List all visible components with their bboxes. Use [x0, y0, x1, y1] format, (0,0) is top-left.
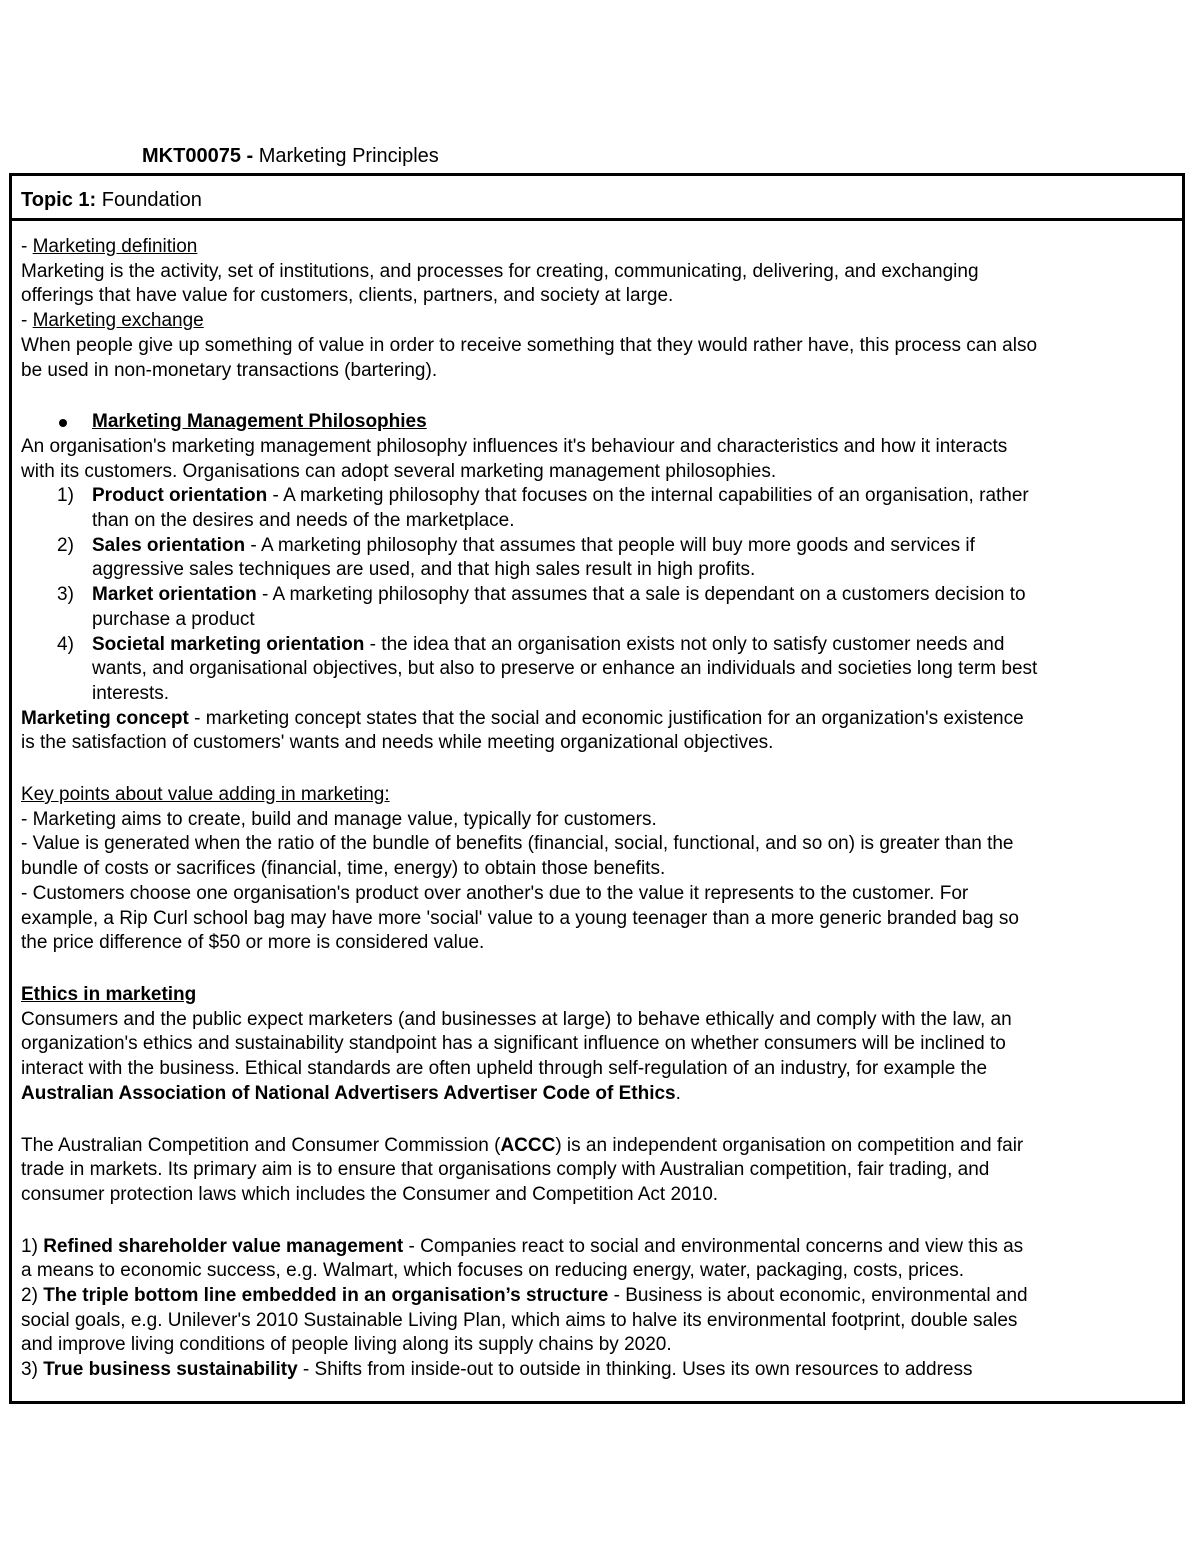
text-line: When people give up something of value in order to receive something that they would rather have, this process can also: [21, 334, 1038, 356]
topic-name: Foundation: [96, 189, 202, 211]
list-term: Market orientation: [92, 584, 257, 606]
text-line: offerings that have value for customers, clients, partners, and society at large.: [21, 285, 674, 307]
marketing-exchange-heading: - Marketing exchange: [21, 310, 204, 332]
text-line: wants, and organisational objectives, but also to preserve or enhance an individuals and societies long term best: [92, 658, 1038, 680]
notes-content: [21, 235, 1179, 1383]
notes-content-box: [9, 218, 1185, 1404]
text-line: aggressive sales techniques are used, and that high sales result in high profits.: [92, 559, 756, 581]
list-term: Product orientation: [92, 485, 268, 507]
text-line: example, a Rip Curl school bag may have more 'social' value to a young teenager than a more generic branded bag so: [21, 907, 1019, 929]
topic-heading: [21, 187, 202, 213]
text-line: purchase a product: [92, 608, 255, 630]
philosophies-heading: [21, 410, 1179, 435]
philosophies-list: [21, 484, 1179, 706]
list-term: True business sustainability: [43, 1359, 298, 1381]
paragraph-gap: [21, 756, 1179, 783]
list-number: 3): [57, 584, 74, 606]
document-title: [142, 143, 439, 169]
course-name: Marketing Principles: [253, 145, 439, 167]
text-line: - Marketing aims to create, build and manage value, typically for customers.: [21, 808, 657, 830]
text-line: interact with the business. Ethical standards are often upheld through self-regulation of an industry, for example the: [21, 1058, 988, 1080]
topic-header-box: [9, 173, 1185, 218]
accc-line: The Australian Competition and Consumer Commission (ACCC) is an independent organisation on competition and fair: [21, 1134, 1024, 1156]
sustainability-item: 3) True business sustainability - Shifts from inside-out to outside in thinking. Uses its own resources to address: [21, 1359, 973, 1381]
marketing-definition-heading: - Marketing definition: [21, 236, 198, 257]
ethics-code-line: Australian Association of National Advertisers Advertiser Code of Ethics.: [21, 1082, 681, 1104]
text-line: a means to economic success, e.g. Walmart, which focuses on reducing energy, water, packaging, costs, prices.: [21, 1260, 965, 1282]
ethics-heading: Ethics in marketing: [21, 983, 197, 1005]
marketing-concept: Marketing concept - marketing concept states that the social and economic justification for an organization's existence: [21, 707, 1024, 729]
topic-label: Topic 1:: [21, 189, 97, 211]
text-line: organization's ethics and sustainability standpoint has a significant influence on whether consumers will be inclined to: [21, 1033, 1006, 1055]
marketing-exchange-title: Marketing exchange: [32, 310, 204, 332]
text-line: with its customers. Organisations can adopt several marketing management philosophies.: [21, 460, 777, 482]
text-line: - Value is generated when the ratio of the bundle of benefits (financial, social, functional, and so on) is greater than the: [21, 833, 1014, 855]
paragraph-gap: [21, 956, 1179, 983]
marketing-definition-title: Marketing definition: [32, 236, 198, 257]
text-line: bundle of costs or sacrifices (financial, time, energy) to obtain those benefits.: [21, 858, 666, 880]
paragraph-gap: [21, 1107, 1179, 1134]
text-line: than on the desires and needs of the marketplace.: [92, 510, 515, 532]
list-item: 4) Societal marketing orientation - the idea that an organisation exists not only to satisfy customer needs and wants, and organisational objectives, but also to preserve or enhance an individuals and societies long term best interests.: [21, 633, 1179, 707]
philosophies-title: Marketing Management Philosophies: [92, 411, 427, 433]
text-line: Consumers and the public expect marketers (and businesses at large) to behave ethically and comply with the law, an: [21, 1008, 1012, 1030]
paragraph-gap: [21, 1208, 1179, 1235]
accc-acronym: ACCC: [500, 1134, 556, 1156]
ethics-code-name: Australian Association of National Advertisers Advertiser Code of Ethics: [21, 1082, 676, 1104]
list-term: Refined shareholder value management: [43, 1235, 404, 1257]
list-number: 1): [57, 485, 74, 507]
list-item: 2) Sales orientation - A marketing philosophy that assumes that people will buy more goods and services if aggressive sales techniques are used, and that high sales result in high profits.: [21, 534, 1179, 583]
list-item: 1) Product orientation - A marketing philosophy that focuses on the internal capabilities of an organisation, rather than on the desires and needs of the marketplace.: [21, 484, 1179, 533]
text-line: interests.: [92, 682, 170, 704]
text-line: social goals, e.g. Unilever's 2010 Sustainable Living Plan, which aims to halve its environmental footprint, double sales: [21, 1309, 1018, 1331]
list-term: Sales orientation: [92, 534, 246, 556]
list-item: 3) Market orientation - A marketing philosophy that assumes that a sale is dependant on a customers decision to purchase a product: [21, 583, 1179, 632]
text-line: trade in markets. Its primary aim is to ensure that organisations comply with Australian competition, fair trading, and: [21, 1159, 990, 1181]
text-line: An organisation's marketing management philosophy influences it's behaviour and characteristics and how it interacts: [21, 435, 1008, 457]
list-number: 4): [57, 633, 74, 655]
text-line: the price difference of $50 or more is considered value.: [21, 932, 485, 954]
sustainability-item: 2) The triple bottom line embedded in an organisation’s structure - Business is about economic, environmental and: [21, 1285, 1028, 1307]
text-line: be used in non-monetary transactions (bartering).: [21, 359, 438, 381]
paragraph-gap: [21, 383, 1179, 410]
course-code: MKT00075 -: [142, 145, 254, 167]
marketing-concept-term: Marketing concept: [21, 707, 189, 729]
text-line: consumer protection laws which includes the Consumer and Competition Act 2010.: [21, 1183, 719, 1205]
text-line: Marketing is the activity, set of institutions, and processes for creating, communicating, delivering, and exchanging: [21, 260, 979, 282]
sustainability-item: 1) Refined shareholder value management - Companies react to social and environmental concerns and view this as: [21, 1235, 1024, 1257]
list-term: The triple bottom line embedded in an organisation’s structure: [43, 1285, 609, 1307]
bullet-icon: [59, 419, 67, 427]
list-term: Societal marketing orientation: [92, 633, 365, 655]
text-line: and improve living conditions of people living along its supply chains by 2020.: [21, 1334, 672, 1356]
text-line: - Customers choose one organisation's product over another's due to the value it represents to the customer. For: [21, 882, 969, 904]
value-adding-heading: Key points about value adding in marketing:: [21, 784, 390, 806]
list-number: 2): [57, 534, 74, 556]
text-line: is the satisfaction of customers' wants and needs while meeting organizational objectives.: [21, 732, 774, 754]
